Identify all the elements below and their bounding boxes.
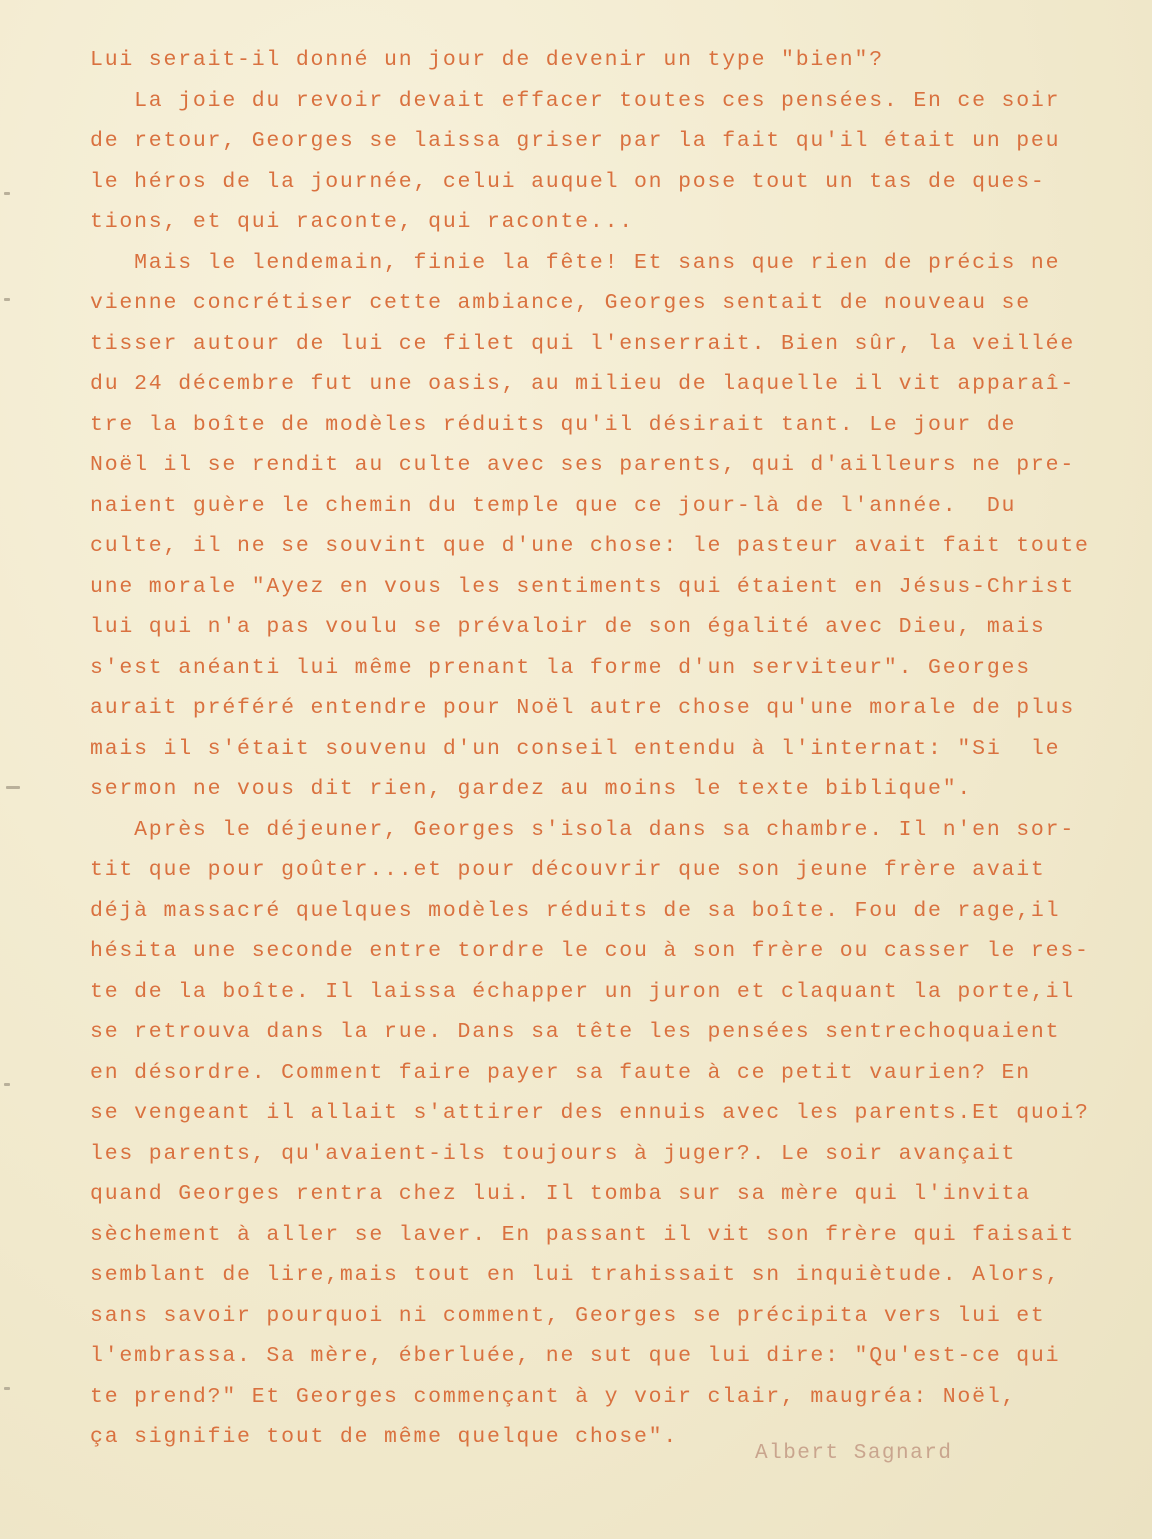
text-line: tit que pour goûter...et pour découvrir que son jeune frère avait — [90, 858, 1046, 882]
text-line: le héros de la journée, celui auquel on pose tout un tas de ques- — [90, 169, 1046, 194]
text-line: semblant de lire,mais tout en lui trahissait sn inquiètude. Alors, — [90, 1263, 1061, 1287]
author-signature: Albert Sagnard — [755, 1442, 953, 1465]
text-line: aurait préféré entendre pour Noël autre chose qu'une morale de plus — [90, 696, 1076, 720]
text-line: Lui serait-il donné un jour de devenir un type "bien"? — [90, 48, 884, 72]
text-line: Après le déjeuner, Georges s'isola dans sa chambre. Il n'en sor- — [90, 817, 1076, 842]
text-line: vienne concrétiser cette ambiance, Georges sentait de nouveau se — [90, 291, 1031, 315]
text-line: déjà massacré quelques modèles réduits de sa boîte. Fou de rage,il — [90, 898, 1061, 923]
text-line: te de la boîte. Il laissa échapper un juron et claquant la porte,il — [90, 979, 1076, 1004]
text-line: l'embrassa. Sa mère, éberluée, ne sut que lui dire: "Qu'est-ce qui — [90, 1344, 1061, 1368]
text-line: te prend?" Et Georges commençant à y voir clair, maugréa: Noël, — [90, 1384, 1017, 1409]
edge-mark — [4, 192, 10, 195]
text-line: quand Georges rentra chez lui. Il tomba sur sa mère qui l'invita — [90, 1182, 1031, 1206]
text-line: se vengeant il allait s'attirer des ennuis avec les parents.Et quoi? — [90, 1101, 1090, 1125]
edge-mark — [4, 298, 10, 301]
text-line: en désordre. Comment faire payer sa faute à ce petit vaurien? En — [90, 1060, 1031, 1085]
text-line: sermon ne vous dit rien, gardez au moins le texte biblique". — [90, 777, 973, 801]
text-line: La joie du revoir devait effacer toutes ces pensées. En ce soir — [90, 88, 1061, 113]
text-line: lui qui n'a pas voulu se prévaloir de son égalité avec Dieu, mais — [90, 615, 1046, 639]
text-line: de retour, Georges se laissa griser par la fait qu'il était un peu — [90, 129, 1061, 153]
text-line: du 24 décembre fut une oasis, au milieu de laquelle il vit apparaî- — [90, 372, 1076, 396]
edge-mark — [4, 1387, 10, 1390]
text-line: sèchement à aller se laver. En passant il vit son frère qui faisait — [90, 1222, 1076, 1247]
text-line: tre la boîte de modèles réduits qu'il désirait tant. Le jour de — [90, 412, 1017, 437]
text-line: mais il s'était souvenu d'un conseil entendu à l'internat: "Si le — [90, 736, 1061, 761]
text-line: tions, et qui raconte, qui raconte... — [90, 210, 634, 234]
edge-mark — [4, 1083, 10, 1086]
text-line: culte, il ne se souvint que d'une chose: le pasteur avait fait toute — [90, 534, 1090, 558]
text-line: une morale "Ayez en vous les sentiments qui étaient en Jésus-Christ — [90, 574, 1076, 599]
text-line: Mais le lendemain, finie la fête! Et sans que rien de précis ne — [90, 250, 1061, 275]
text-line: hésita une seconde entre tordre le cou à son frère ou casser le res- — [90, 939, 1090, 963]
edge-mark — [6, 786, 20, 789]
text-line: s'est anéanti lui même prenant la forme d'un serviteur". Georges — [90, 655, 1031, 680]
text-line: tisser autour de lui ce filet qui l'enserrait. Bien sûr, la veillée — [90, 331, 1076, 356]
text-line: ça signifie tout de même quelque chose". — [90, 1425, 679, 1449]
text-line: sans savoir pourquoi ni comment, Georges se précipita vers lui et — [90, 1303, 1046, 1328]
text-line: les parents, qu'avaient-ils toujours à juger?. Le soir avançait — [90, 1141, 1017, 1166]
text-line: Noël il se rendit au culte avec ses parents, qui d'ailleurs ne pre- — [90, 453, 1076, 477]
text-line: se retrouva dans la rue. Dans sa tête les pensées sentrechoquaient — [90, 1020, 1061, 1044]
text-line: naient guère le chemin du temple que ce jour-là de l'année. Du — [90, 493, 1017, 518]
body-text — [90, 40, 1130, 1458]
